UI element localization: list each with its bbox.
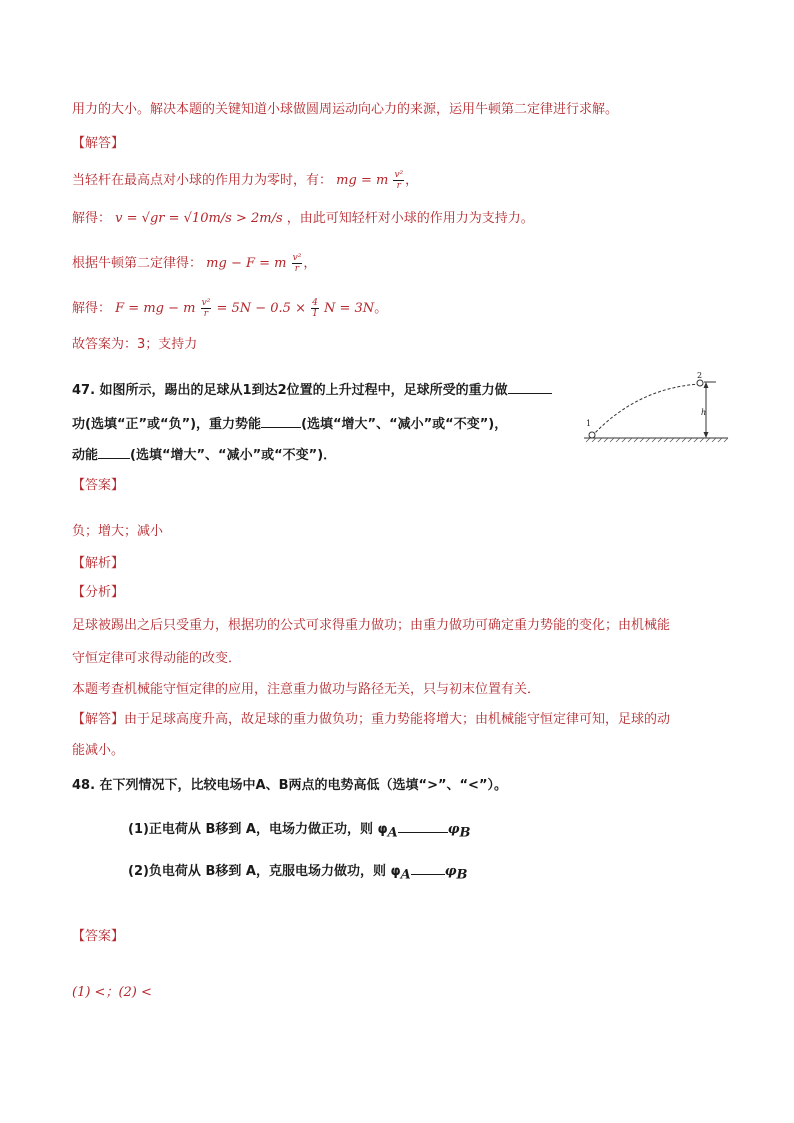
solution-line-1: 当轻杆在最高点对小球的作用力为零时，有： mg = m $\frac{\text{v²}}{r}$ ，: [72, 170, 419, 191]
solution-line-4-math-b: = 5N − 0.5 ×: [216, 301, 306, 316]
answer-blank: [98, 446, 130, 459]
height-arrow-head-up: [704, 382, 709, 388]
fraction-v2-r: $\frac{\text{v²}}{r}$: [394, 170, 404, 191]
solution-line-3-math: mg − F = m: [206, 256, 287, 271]
solution-line-3: 根据牛顿第二定律得： mg − F = m $\frac{\text{v²}}{r}$ ，: [72, 253, 317, 274]
ground-hatching: [586, 438, 728, 442]
jieda-line-1: 【解答】由于足球高度升高，故足球的重力做负功；重力势能将增大；由机械能守恒定律可知，足球的动: [72, 712, 671, 727]
intro-line: 用力的大小。解决本题的关键知道小球做圆周运动向心力的来源，运用牛顿第二定律进行求解。: [72, 102, 619, 117]
trajectory-figure: [582, 370, 730, 450]
question-48-part-2: (2)负电荷从 B移到 A，克服电场力做功，则 $\varphi_A$ $\varphi_B$: [128, 864, 468, 883]
question-47-line-2: 功(选填“正”或“负”)，重力势能 (选填“增大”、“减小”或“不变”)，: [72, 417, 508, 432]
answer-tag-2: 【答案】: [72, 929, 125, 944]
solution-line-2-tail: ，由此可知轻杆对小球的作用力为支持力。: [286, 211, 534, 226]
solution-line-4-math-c: N = 3N: [324, 301, 375, 316]
ball-position-1: [589, 432, 595, 438]
analysis-tag: 【解析】: [72, 556, 125, 571]
height-arrow-head-down: [704, 432, 709, 438]
label-height: h: [701, 408, 707, 417]
solution-line-2-math: v = √gr = √10m/s > 2m/s: [115, 211, 283, 226]
question-47-answer: 负；增大；减小: [72, 524, 164, 539]
trajectory-path: [592, 384, 700, 436]
jieda-line-2: 能减小。: [72, 743, 125, 758]
fenxi-line-3: 本题考查机械能守恒定律的应用，注意重力做功与路径无关，只与初末位置有关．: [72, 682, 541, 697]
solution-line-1-math: mg = m: [336, 173, 389, 188]
question-47-line-1: 47. 如图所示，踢出的足球从1到达2位置的上升过程中，足球所受的重力做: [72, 381, 552, 400]
label-position-2: 2: [697, 371, 703, 380]
fraction-4-1: $\frac{4}{1}$: [312, 298, 318, 319]
solution-line-1-text: 当轻杆在最高点对小球的作用力为零时，有：: [72, 173, 333, 188]
label-position-1: 1: [586, 419, 592, 428]
fenxi-line-1: 足球被踢出之后只受重力，根据功的公式可求得重力做功；由重力做功可确定重力势能的变化；由机械能: [72, 618, 671, 633]
answer-blank: [508, 381, 552, 394]
fenxi-tag: 【分析】: [72, 585, 125, 600]
answer-tag: 【答案】: [72, 478, 125, 493]
fraction-v2-r: $\frac{\text{v²}}{r}$: [292, 253, 302, 274]
question-47-line-3: 动能 (选填“增大”、“减小”或“不变”)．: [72, 448, 337, 463]
jieda-tag: 【解答】: [72, 136, 125, 151]
answer-blank: [398, 820, 448, 833]
solution-line-4-text: 解得：: [72, 301, 112, 316]
ball-position-2: [697, 380, 703, 386]
answer-blank: [411, 862, 445, 875]
solution-line-3-text: 根据牛顿第二定律得：: [72, 256, 203, 271]
answer-blank: [261, 415, 301, 428]
question-48-part-1: (1)正电荷从 B移到 A，电场力做正功，则 $\varphi_A$ $\varphi_B$: [128, 822, 471, 841]
fraction-v2-r: $\frac{\text{v²}}{r}$: [201, 298, 211, 319]
solution-line-4-math-a: F = mg − m: [115, 301, 196, 316]
fenxi-line-2: 守恒定律可求得动能的改变．: [72, 651, 242, 666]
question-48-answer: (1) <；(2) <: [72, 985, 152, 1000]
solution-line-2-text: 解得：: [72, 211, 112, 226]
solution-line-4: 解得： F = mg − m $\frac{\text{v²}}{r}$ = 5N − 0.5 × $\frac{4}{1}$ N = 3N。: [72, 298, 388, 319]
solution-line-2: [72, 210, 534, 228]
question-48-stem: 48. 在下列情况下，比较电场中A、B两点的电势高低（选填“>”、“<”）。: [72, 778, 507, 793]
answer-line-1: 故答案为：3；支持力: [72, 337, 198, 352]
